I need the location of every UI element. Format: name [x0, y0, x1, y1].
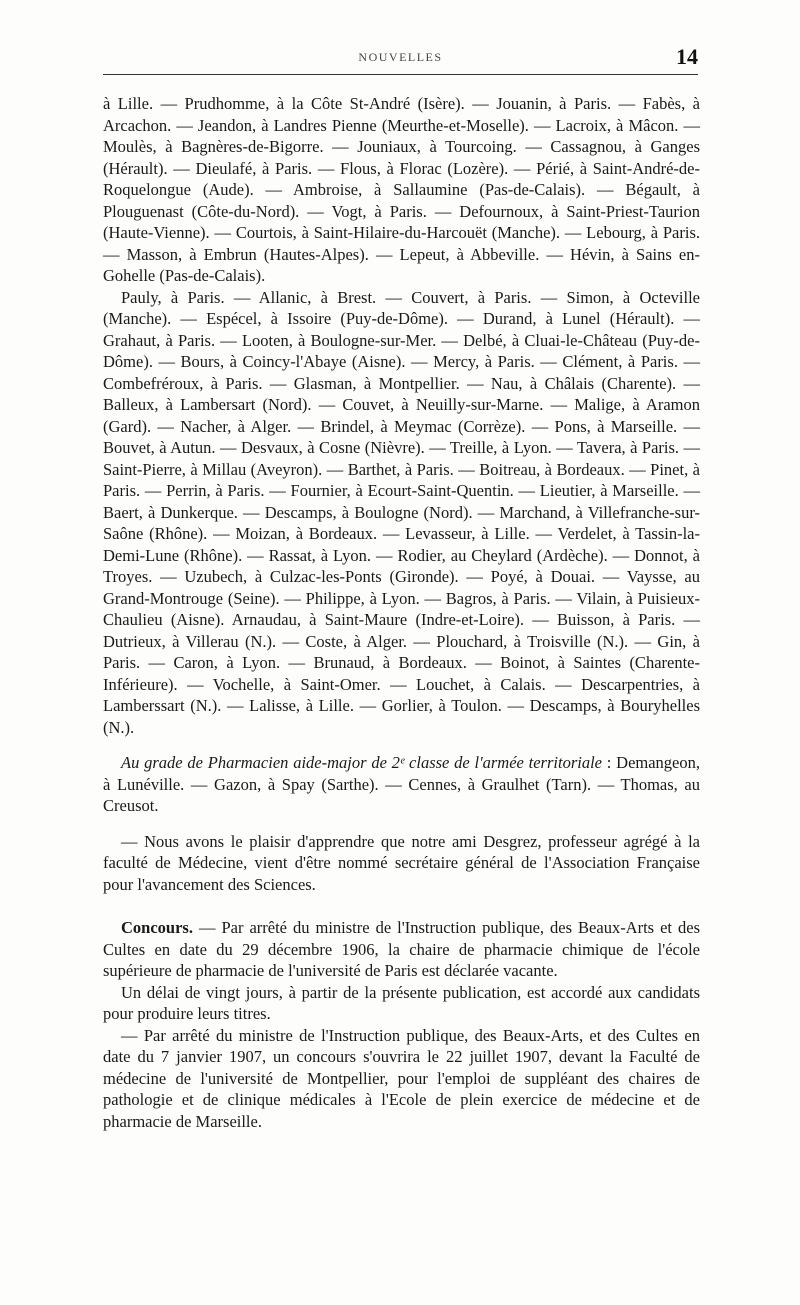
- running-head: NOUVELLES: [358, 50, 443, 64]
- territorial-army-heading: Au grade de Pharmacien aide-major de 2ᵉ classe de l'armée territoriale: [121, 753, 602, 772]
- page-number: 14: [676, 44, 698, 69]
- header-rule: [103, 74, 698, 75]
- page-header: [103, 44, 698, 78]
- territorial-army-list: : Demangeon, à Lunéville. — Gazon, à Spay (Sarthe). — Cennes, à Graulhet (Tarn). — Thomas, au Creusot.: [103, 753, 700, 815]
- paragraph-territorial-army: [103, 752, 700, 817]
- paragraph-delai: Un délai de vingt jours, à partir de la présente publication, est accordé aux candidats pour produire leurs titres.: [103, 982, 700, 1023]
- paragraph-concours: [103, 917, 700, 982]
- paragraph-nominations-1: à Lille. — Prudhomme, à la Côte St-André (Isère). — Jouanin, à Paris. — Fabès, à Arcachon. — Jeandon, à Landres Pienne (Meurthe-et-Moselle). — Lacroix, à Mâcon. — Moulès, à Bagnères-de-Bigorre. — Jouniaux, à Tourcoing. — Cassagnou, à Ganges (Hérault). — Dieulafé, à Paris. — Flous, à Florac (Lozère). — Périé, à Saint-André-de-Roquelongue (Aude). — Ambroise, à Sallaumine (Pas-de-Calais). — Bégault, à Plouguenast (Côte-du-Nord). — Vogt, à Paris. — Defournoux, à Saint-Priest-Taurion (Haute-Vienne). — Courtois, à Saint-Hilaire-du-Harcouët (Manche). — Lebourg, à Paris. — Masson, à Embrun (Hautes-Alpes). — Lepeut, à Abbeville. — Hévin, à Sains en-Gohelle (Pas-de-Calais).: [103, 94, 700, 285]
- article-body: [103, 93, 700, 1132]
- paragraph-desgrez: — Nous avons le plaisir d'apprendre que notre ami Desgrez, professeur agrégé à la faculté de Médecine, vient d'être nommé secrétaire général de l'Association Française pour l'avancement des Sciences.: [103, 831, 700, 894]
- paragraph-montpellier: — Par arrêté du ministre de l'Instruction publique, des Beaux-Arts, et des Cultes en date du 7 janvier 1907, un concours s'ouvrira le 22 juillet 1907, devant la Faculté de médecine de l'université de Montpellier, pour l'emploi de suppléant des chaires de pathologie et de clinique médicales à l'Ecole de plein exercice de médecine et de pharmacie de Marseille.: [103, 1025, 700, 1131]
- concours-heading: Concours.: [121, 918, 193, 937]
- concours-text: — Par arrêté du ministre de l'Instruction publique, des Beaux-Arts et des Cultes en date du 29 décembre 1906, la chaire de pharmacie chimique de l'école supérieure de pharmacie de l'université de Paris est déclarée vacante.: [103, 918, 700, 980]
- paragraph-nominations-2: Pauly, à Paris. — Allanic, à Brest. — Couvert, à Paris. — Simon, à Octeville (Manche). — Espécel, à Issoire (Puy-de-Dôme). — Durand, à Lunel (Hérault). — Grahaut, à Paris. — Looten, à Boulogne-sur-Mer. — Delbé, à Cluai-le-Château (Puy-de-Dôme). — Bours, à Coincy-l'Abaye (Aisne). — Mercy, à Paris. — Clément, à Paris. — Combefréroux, à Paris. — Glasman, à Montpellier. — Nau, à Châlais (Charente). — Balleux, à Lambersart (Nord). — Couvet, à Neuilly-sur-Marne. — Malige, à Aramon (Gard). — Nacher, à Alger. — Brindel, à Meymac (Corrèze). — Pons, à Marseille. — Bouvet, à Autun. — Desvaux, à Cosne (Nièvre). — Treille, à Lyon. — Tavera, à Paris. — Saint-Pierre, à Millau (Aveyron). — Barthet, à Paris. — Boitreau, à Bordeaux. — Pinet, à Paris. — Perrin, à Paris. — Fournier, à Ecourt-Saint-Quentin. — Lieutier, à Marseille. — Baert, à Dunkerque. — Descamps, à Boulogne (Nord). — Marchand, à Villefranche-sur-Saône (Rhône). — Moizan, à Bordeaux. — Levasseur, à Lille. — Verdelet, à Tassin-la-Demi-Lune (Rhône). — Rassat, à Lyon. — Rodier, au Cheylard (Ardèche). — Donnot, à Troyes. — Uzubech, à Culzac-les-Ponts (Gironde). — Poyé, à Douai. — Vaysse, au Grand-Montrouge (Seine). — Philippe, à Lyon. — Bagros, à Paris. — Vilain, à Puisieux-Chaulieu (Aisne). Arnaudau, à Saint-Maure (Indre-et-Loire). — Buisson, à Paris. — Dutrieux, à Villerau (N.). — Coste, à Alger. — Plouchard, à Troisville (N.). — Gin, à Paris. — Caron, à Lyon. — Brunaud, à Bordeaux. — Boinot, à Saintes (Charente-Inférieure). — Vochelle, à Saint-Omer. — Louchet, à Calais. — Descarpentries, à Lamberssart (N.). — Lalisse, à Lille. — Gorlier, à Toulon. — Descamps, à Bouryhelles (N.).: [103, 287, 700, 737]
